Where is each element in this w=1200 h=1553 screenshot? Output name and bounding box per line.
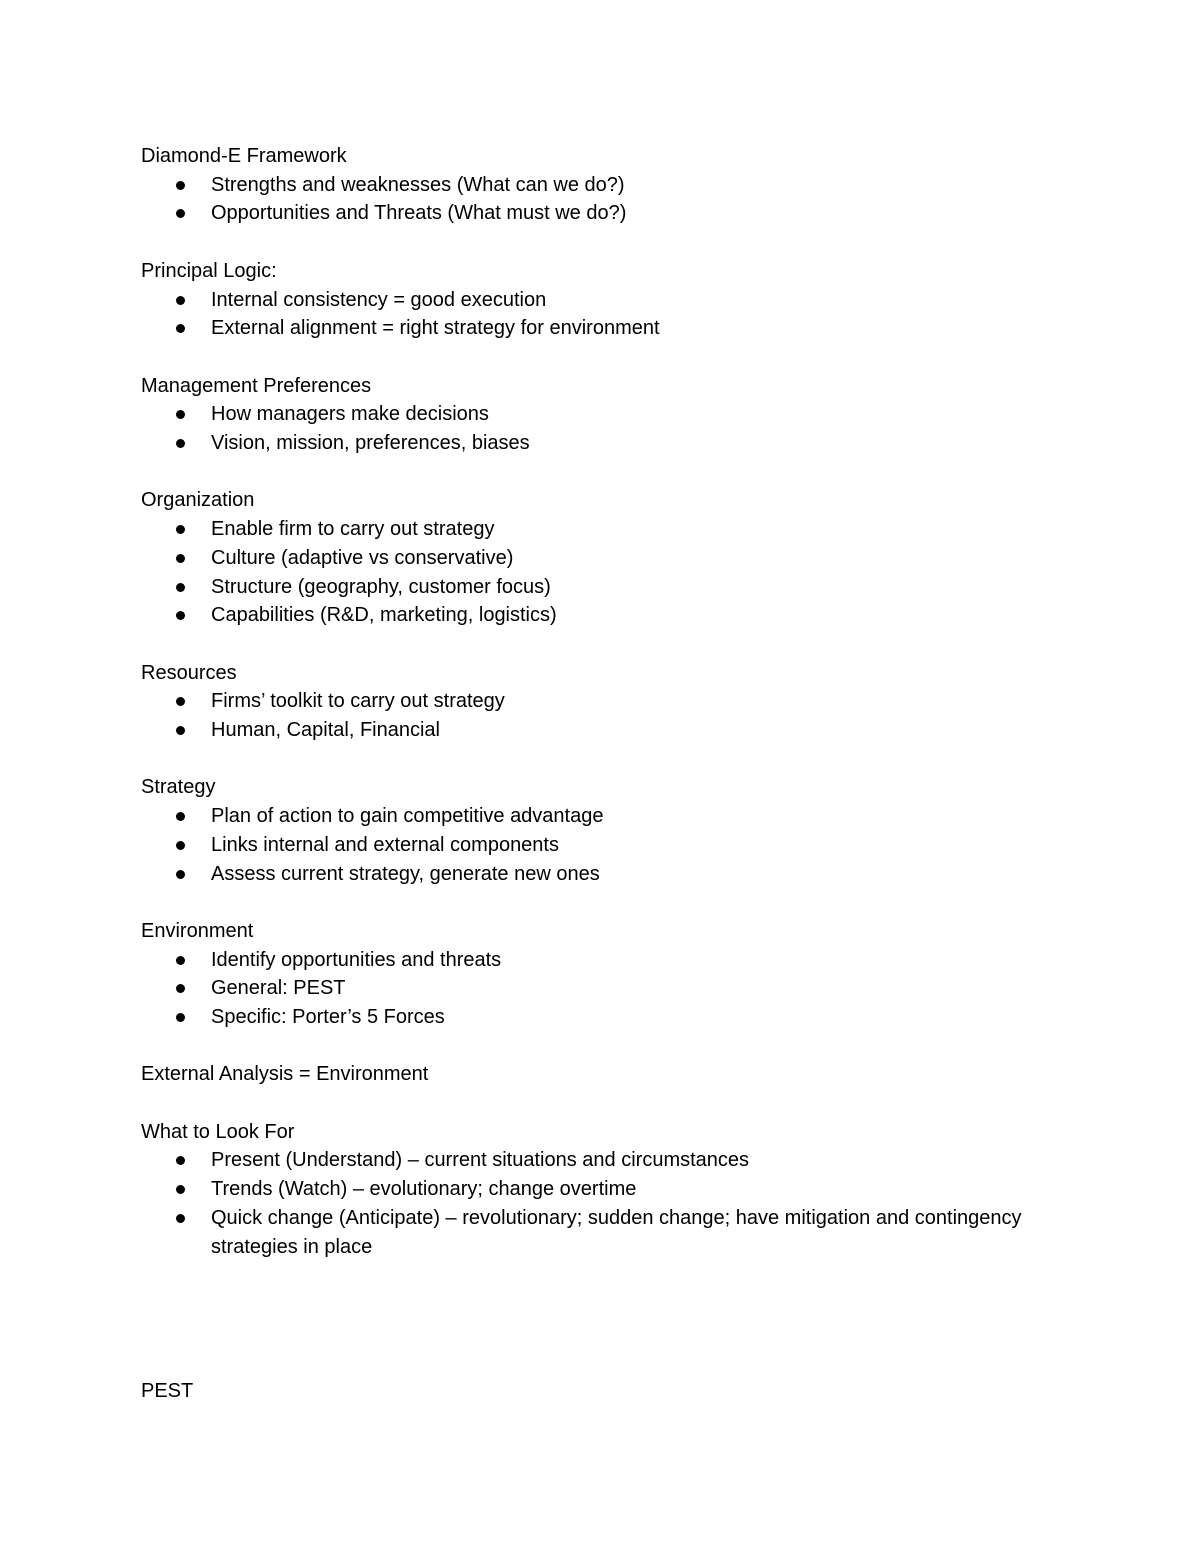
list-item: [141, 974, 1061, 1003]
bullet-icon: [176, 410, 185, 419]
bullet-list: [141, 286, 1061, 343]
bullet-icon: [176, 324, 185, 333]
list-item: [141, 687, 1061, 716]
section-heading: Principal Logic:: [141, 259, 277, 282]
list-item-text: External alignment = right strategy for environment: [211, 317, 660, 340]
bullet-icon: [176, 1156, 185, 1165]
section-organization: [141, 486, 1061, 630]
section-heading: Organization: [141, 489, 255, 512]
bullet-icon: [176, 1214, 185, 1223]
bullet-icon: [176, 1013, 185, 1022]
list-item-text: Culture (adaptive vs conservative): [211, 546, 514, 569]
list-item-text: Firms’ toolkit to carry out strategy: [211, 690, 505, 713]
bullet-icon: [176, 181, 185, 190]
bullet-icon: [176, 583, 185, 592]
section-heading: Environment: [141, 919, 254, 942]
list-item: [141, 286, 1061, 315]
list-item: [141, 171, 1061, 200]
list-item-text: Identify opportunities and threats: [211, 948, 502, 971]
list-item: [141, 831, 1061, 860]
section-heading: Diamond-E Framework: [141, 145, 347, 167]
bullet-icon: [176, 1185, 185, 1194]
list-item-text: Vision, mission, preferences, biases: [211, 432, 530, 454]
bullet-icon: [176, 697, 185, 706]
list-item: [141, 1003, 1061, 1032]
list-item-text: Plan of action to gain competitive advantage: [211, 805, 604, 828]
list-item: [141, 860, 1061, 889]
section-heading: External Analysis = Environment: [141, 1063, 429, 1086]
bullet-icon: [176, 984, 185, 993]
list-item: [141, 573, 1061, 602]
list-item-text: Opportunities and Threats (What must we do?): [211, 202, 627, 225]
list-item-text: Trends (Watch) – evolutionary; change overtime: [211, 1178, 637, 1201]
bullet-icon: [176, 525, 185, 534]
section-resources: [141, 659, 1061, 745]
bullet-icon: [176, 956, 185, 965]
section-strategy: [141, 773, 1061, 888]
list-item: [141, 802, 1061, 831]
list-item-text: Capabilities (R&D, marketing, logistics): [211, 604, 557, 627]
list-item: [141, 1175, 1061, 1204]
bullet-list: [141, 946, 1061, 1032]
pest-heading: PEST: [141, 1380, 194, 1402]
bullet-icon: [176, 554, 185, 563]
list-item-text: Structure (geography, customer focus): [211, 575, 551, 598]
list-item: [141, 515, 1061, 544]
list-item-text: Strengths and weaknesses (What can we do?): [211, 173, 625, 196]
bullet-icon: [176, 439, 185, 448]
bullet-list: [141, 1146, 1061, 1261]
bullet-icon: [176, 296, 185, 305]
list-item: [141, 1204, 1061, 1261]
list-item: [141, 314, 1061, 343]
list-item-text: Human, Capital, Financial: [211, 719, 440, 741]
list-item: [141, 199, 1061, 228]
bullet-icon: [176, 209, 185, 218]
bullet-icon: [176, 812, 185, 821]
section-heading: Strategy: [141, 776, 216, 799]
list-item: [141, 544, 1061, 573]
list-item-text: Specific: Porter’s 5 Forces: [211, 1006, 445, 1028]
list-item-text: Quick change (Anticipate) – revolutionary; sudden change; have mitigation and contingency strategies in place: [211, 1206, 1022, 1258]
bullet-list: [141, 171, 1061, 228]
list-item: [141, 946, 1061, 975]
list-item-text: General: PEST: [211, 977, 346, 1000]
list-item-text: Assess current strategy, generate new ones: [211, 862, 600, 885]
bullet-list: [141, 802, 1061, 888]
list-item-text: Present (Understand) – current situations and circumstances: [211, 1149, 750, 1172]
bullet-icon: [176, 870, 185, 879]
bullet-icon: [176, 611, 185, 620]
list-item-text: How managers make decisions: [211, 403, 489, 426]
section-environment: [141, 917, 1061, 1032]
list-item: [141, 1146, 1061, 1175]
section-external-analysis: [141, 1060, 1061, 1089]
list-item-text: Internal consistency = good execution: [211, 288, 547, 311]
bullet-list: [141, 515, 1061, 630]
section-diamond-e-framework: [141, 142, 1061, 228]
section-heading: Management Preferences: [141, 374, 372, 397]
bullet-list: [141, 400, 1061, 457]
list-item: [141, 429, 1061, 458]
bullet-icon: [176, 841, 185, 850]
list-item: [141, 601, 1061, 630]
list-item: [141, 400, 1061, 429]
document-body: [141, 142, 1061, 1290]
list-item-text: Links internal and external components: [211, 833, 559, 856]
bullet-icon: [176, 726, 185, 735]
bullet-list: [141, 687, 1061, 744]
section-what-to-look-for: [141, 1118, 1061, 1262]
section-heading: Resources: [141, 661, 237, 684]
list-item-text: Enable firm to carry out strategy: [211, 518, 495, 541]
list-item: [141, 716, 1061, 745]
section-management-preferences: [141, 372, 1061, 458]
section-heading: What to Look For: [141, 1120, 295, 1143]
section-principal-logic: [141, 257, 1061, 343]
